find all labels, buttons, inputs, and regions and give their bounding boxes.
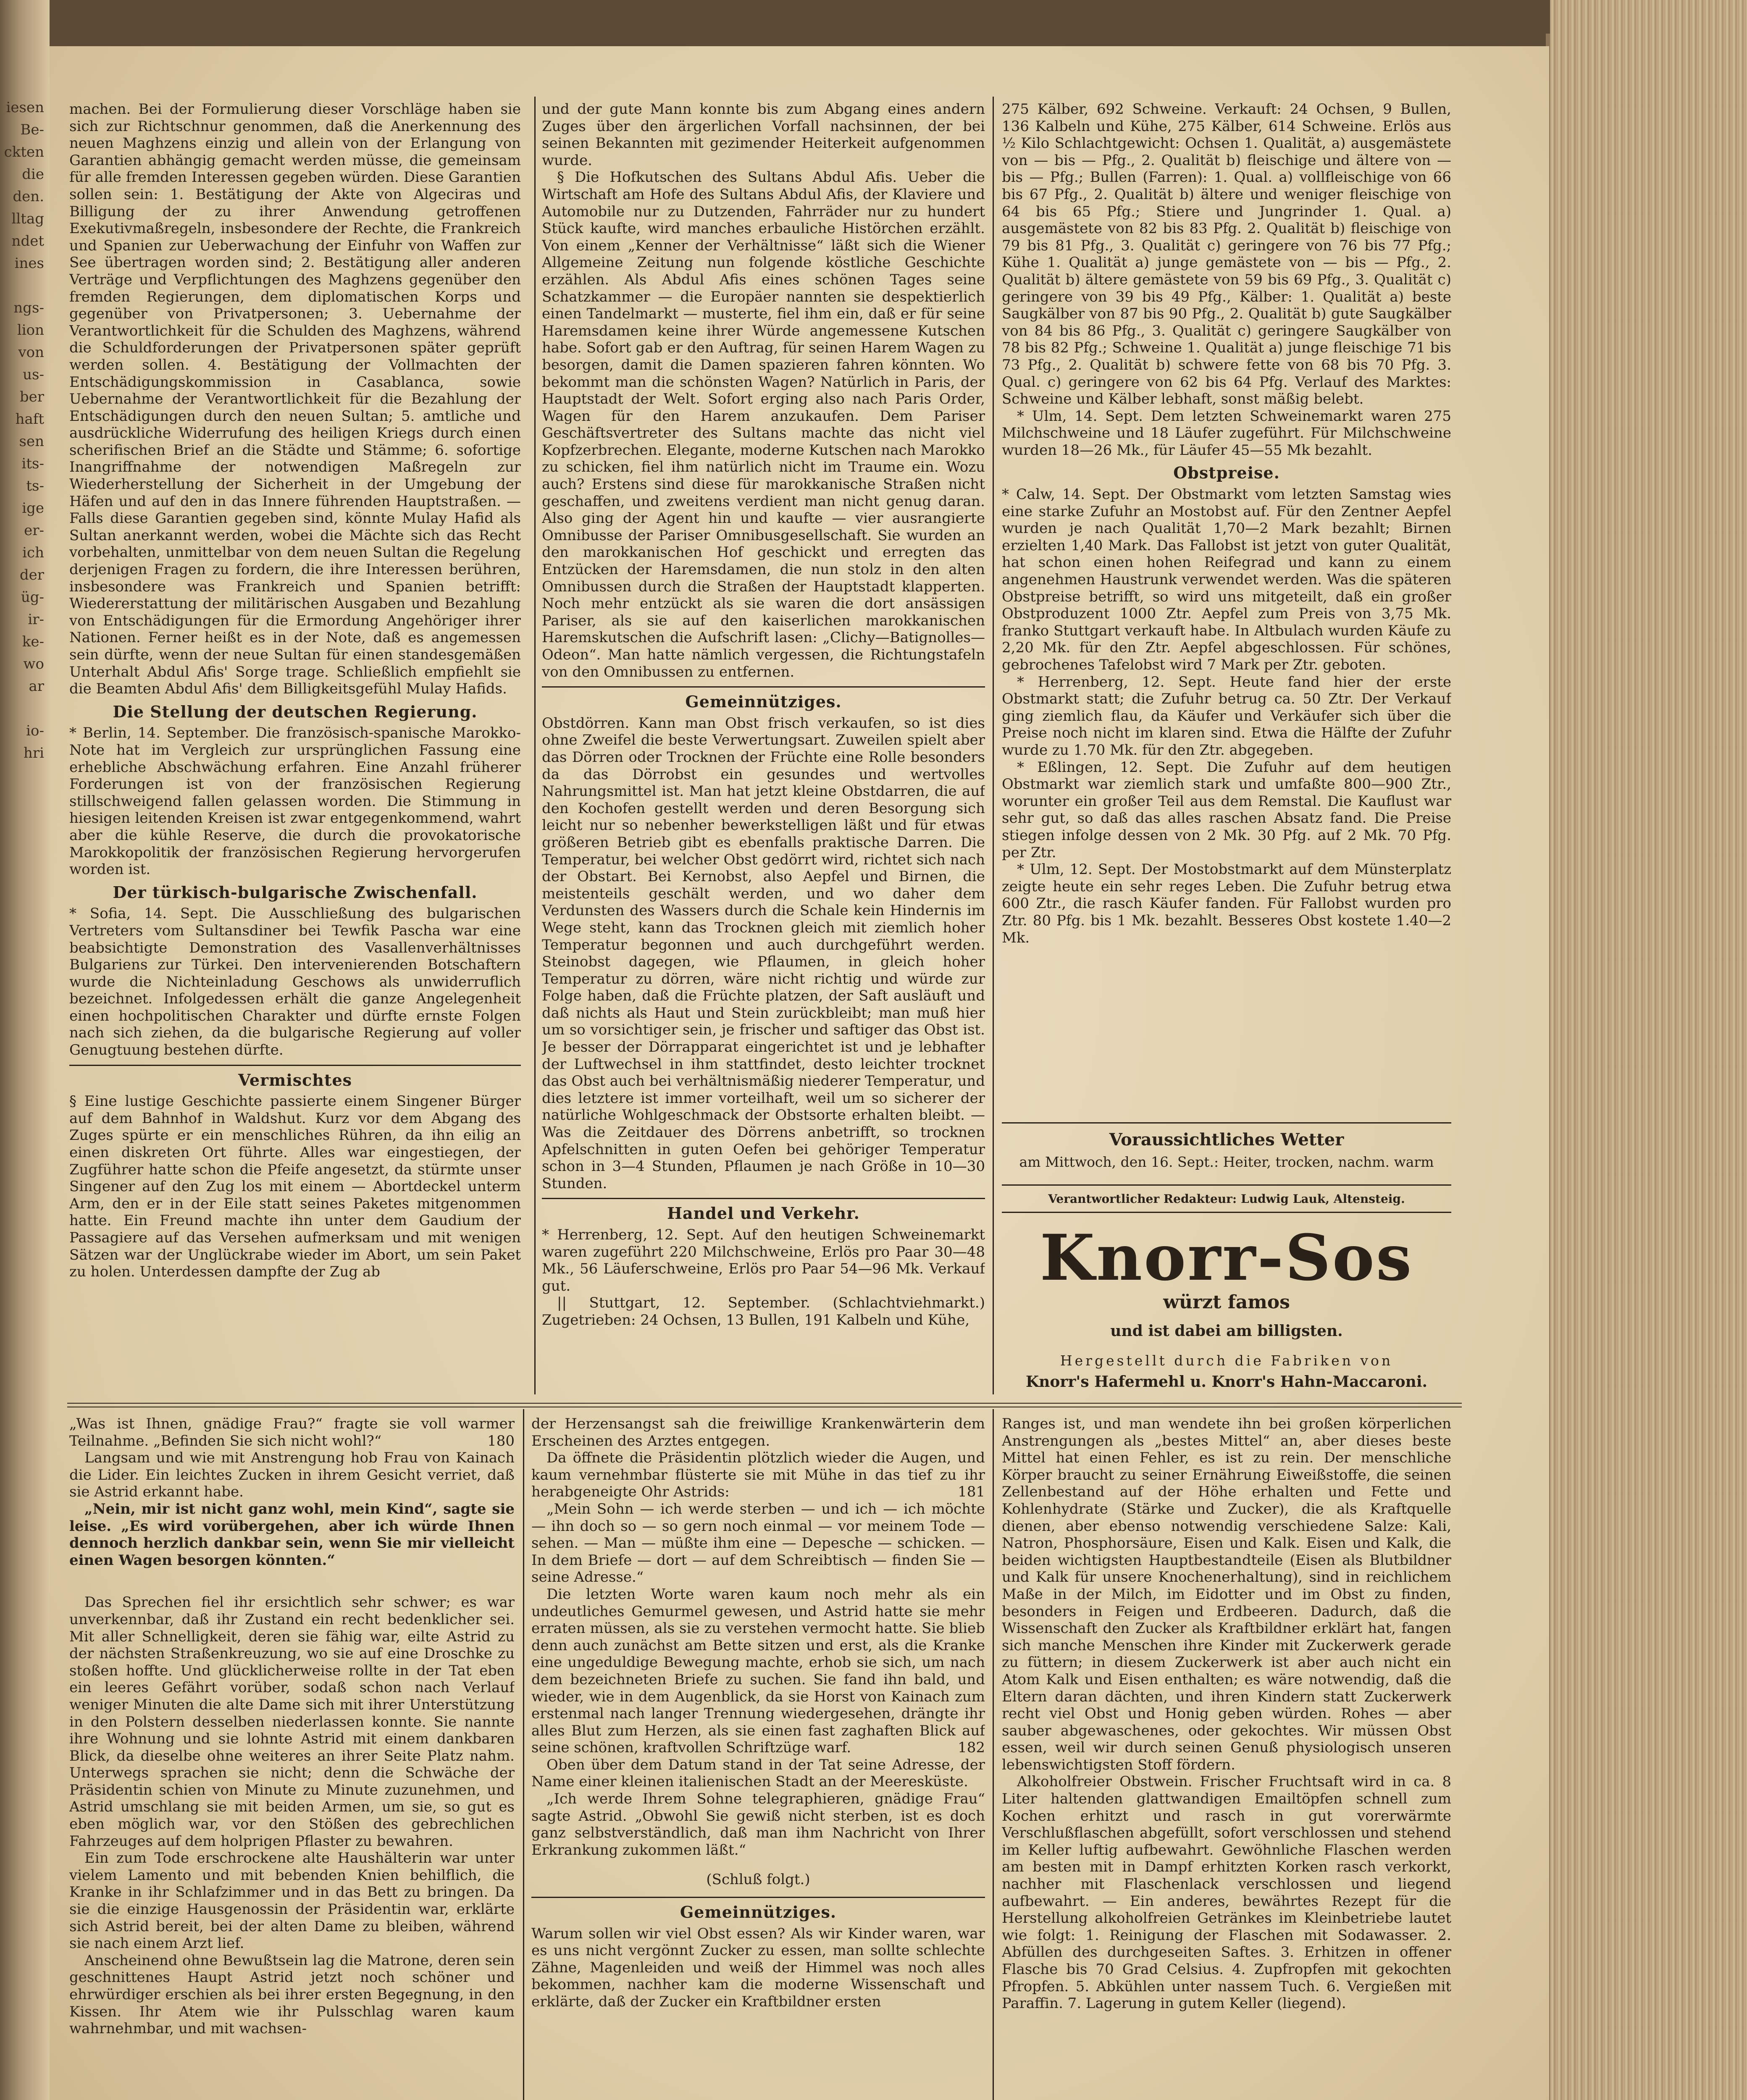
article-text: Ranges ist, und man wendete ihn bei großen körperlichen Anstrengungen als „bestes Mittel“ an, aber dieses beste Mittel hat einen Fehler, es ist zu rein. Der menschliche Körper braucht zu seiner Ernährung Eiweißstoffe, die seinen Zellenbestand auf der Höhe erhalten und Fette und Kohlenhydrate (Stärke und Zucker), die als Kraftquelle dienen, aber ebenso notwendig verschiedene Salze: Kali, Natron, Phosphorsäure, Eisen und Kalk. Eisen und Kalk, die beiden wichtigsten Hauptbestandteile (Eisen als Blutbildner und Kalk für unsere Knochenerhaltung), sind in reichlichem Maße in der Milch, im Eidotter und im Obst zu finden, besonders in Feigen und Erdbeeren. Dadurch, daß die Wissenschaft den Zucker als Kraftbildner erklärt hat, fangen sich manche Menschen ihre Kinder mit Zuckerwerk gerade zu füttern; in diesem Zuckerwerk ist aber auch nicht ein Atom Kalk und Eisen enthalten; es wäre notwendig, daß die Eltern daran dächten, und ihren Kindern statt Zuckerwerk recht viel Obst und Honig geben würden. Rohes — aber sauber abgewaschenes, oder gekochtes. Wir müssen Obst essen, weil wir durch seinen Genuß physiologisch unseren lebenswichtigsten Stoff fördern. — [1002, 1415, 1451, 1773]
article-text: machen. Bei der Formulierung dieser Vorschläge haben sie sich zur Richtschnur genommen, daß die Anerkennung des neuen Maghzens einzig und allein von der Erlangung von Garantien abhängig gemacht werden müsse, die gemeinsam für alle fremden Interessen gegeben würden. Diese Garantien sollen sein: 1. Bestätigung der Akte von Algeciras und Billigung der zu ihrer Anwendung getroffenen Exekutivmaßregeln, insbesondere der Rechte, die Frankreich und Spanien zur Ueberwachung der Einfuhr von Waffen zur See übertragen worden sind; 2. Bestätigung aller anderen Verträge und Verpflichtungen des Maghzens gegenüber den fremden Regierungen, dem diplomatischen Korps und gegenüber von Privatpersonen; 3. Uebernahme der Verantwortlichkeit für die Schulden des Maghzens, während die Schuldforderungen der Privatpersonen später geprüft werden sollen. 4. Bestätigung der Vollmachten der Entschädigungskommission in Casablanca, sowie Uebernahme der Verantwortlichkeit für die Bezahlung der Entschädigungen durch den neuen Sultan; 5. amtliche und ausdrückliche Widerrufung des heiligen Kriegs durch einen scherifischen Brief an die Städte und Stämme; 6. sofortige Inangriffnahme der notwendigen Maßregeln zur Wiederherstellung der Sicherheit in der Umgebung der Häfen und auf den in das Innere führenden Hauptstraßen. — Falls diese Garantien gegeben sind, könnte Mulay Hafid als Sultan anerkannt werden, wobei die Mächte sich das Recht vorbehalten, unmittelbar von dem neuen Sultan die Regelung derjenigen Fragen zu fordern, die ihre Interessen berühren, insbesondere was Frankreich und Spanien betrifft: Wiedererstattung der militärischen Ausgaben und Bezahlung von Entschädigungen für die Ermordung Angehöriger ihrer Nationen. Ferner heißt es in der Note, daß es angemessen sein dürfte, wenn der neue Sultan für einen standesgemäßen Unterhalt Abdul Afis' Sorge trage. Schließlich empfiehlt sie die Beamten Abdul Afis' dem Billigkeitsgefühl Mulay Hafids. — [69, 101, 521, 698]
top-column-2 — [542, 101, 985, 1396]
novel-text: Oben über dem Datum stand in der Tat seine Adresse, der Name einer kleinen italienischen Stadt an der Meeresküste. — [531, 1756, 985, 1790]
article-text: * Herrenberg, 12. Sept. Heute fand hier der erste Obstmarkt statt; die Zufuhr betrug ca. 50 Ztr. Der Verkauf ging ziemlich flau, da Käufer und Verkäufer sich über die Preise noch nicht im klaren sind. Etwa die Hälfte der Zufuhr wurde zu 1.70 Mk. für den Ztr. abgegeben. — [1002, 673, 1451, 759]
divider — [542, 686, 985, 688]
previous-page-fragment: iesen Be- ckten die den. lltag ndet ines ngs- lion von us- ber haft sen its- ts- ige er- ich der üg- ir- ke- wo ar io- hri — [4, 99, 44, 761]
knorr-advertisement — [1008, 1216, 1445, 1426]
headline-gemeinnuetziges: Gemeinnütziges. — [685, 692, 842, 711]
column-rule — [993, 1409, 994, 2100]
bottom-column-3 — [1002, 1415, 1451, 2100]
article-text: * Eßlingen, 12. Sept. Die Zufuhr auf dem heutigen Obstmarkt war ziemlich stark und umfaßte 800—900 Ztr., worunter ein großer Teil aus dem Remstal. Die Kauflust war sehr gut, so daß das alles raschen Absatz fand. Die Preise stiegen infolge dessen von 2 Mk. 30 Pfg. auf 2 Mk. 70 Pfg. per Ztr. — [1002, 759, 1451, 861]
novel-text — [531, 1449, 985, 1501]
novel-text: der Herzensangst sah die freiwillige Krankenwärterin dem Erscheinen des Arztes entgegen. — [531, 1415, 985, 1449]
column-rule — [993, 97, 994, 1394]
article-text: * Calw, 14. Sept. Der Obstmarkt vom letzten Samstag wies eine starke Zufuhr an Mostobst auf. Für den Zentner Aepfel wurden je nach Qualität 1,70—2 Mark bezahlt; Birnen erzielten 1,40 Mark. Das Fallobst ist jetzt von guter Qualität, hat schon einen hohen Reifegrad und kann zu einem angenehmen Haustrunk verwendet werden. Was die späteren Obstpreise betrifft, so wird uns mitgeteilt, daß ein großer Obstproduzent 1000 Ztr. Aepfel zum Preis von 3,75 Mk. franko Stuttgart verkauft habe. In Altbulach wurden Käufe zu 2,20 Mk. für den Ztr. Aepfel abgeschlossen. Für schönes, gebrochenes Tafelobst wird 7 Mark per Ztr. geboten. — [1002, 486, 1451, 673]
line-number: 180 — [487, 1432, 515, 1449]
bottom-column-1 — [69, 1415, 515, 2100]
ad-brand: Knorr-Sos — [1040, 1221, 1413, 1295]
article-text: § Die Hofkutschen des Sultans Abdul Afis. Ueber die Wirtschaft am Hofe des Sultans Abdul Afis, der Klaviere und Automobile nur zu Dutzenden, Fahrräder nur zu hundert Stück kaufte, wird manches erbauliche Histörchen erzählt. Von einem „Kenner der Verhältnisse“ läßt sich die Wiener Allgemeine Zeitung nun folgende köstliche Geschichte erzählen. Als Abdul Afis eines schönen Tages seine Schatzkammer — die Europäer nannten sie despektierlich einen Tandelmarkt — musterte, fiel ihm ein, daß er für seine Haremsdamen keine ihrer Würde angemessene Kutschen habe. Sofort gab er den Auftrag, für seinen Harem Wagen zu besorgen, damit die Damen spazieren fahren könnten. Wo bekommt man die schönsten Wagen? Natürlich in Paris, der Hauptstadt der Welt. Sofort erging also nach Paris Order, Wagen für den Harem anzukaufen. Dem Pariser Geschäftsvertreter des Sultans machte das nicht viel Kopfzerbrechen. Elegante, moderne Kutschen nach Marokko zu schicken, fiel ihm natürlich nicht im Traume ein. Wozu auch? Erstens sind diese für marokkanische Straßen nicht geschaffen, und zweitens verdient man nicht genug daran. Also ging der Agent hin und kaufte — vier ausrangierte Omnibusse der Pariser Omnibusgesellschaft. Sie wurden an den marokkanischen Hof geschickt und erregten das Entzücken der Haremsdamen, die nun stolz in den alten Omnibussen durch die Straßen der Hauptstadt klapperten. Noch mehr entzückt als sie waren die dort ansässigen Pariser, als sie auf den kaiserlichen marokkanischen Haremskutschen die Aufschrift lasen: „Clichy—Batignolles—Odeon“. Man hatte nämlich vergessen, die Richtungstafeln von den Omnibussen zu entfernen. — [542, 169, 985, 680]
article-text: * Herrenberg, 12. Sept. Auf den heutigen Schweinemarkt waren zugeführt 220 Milchschweine, Erlös pro Paar 30—48 Mk., 56 Läuferschweine, Erlös pro Paar 54—96 Mk. Verkauf gut. — [542, 1226, 985, 1294]
column-rule — [534, 97, 536, 1394]
editor-line: Verantwortlicher Redakteur: Ludwig Lauk, Altensteig. — [1048, 1192, 1405, 1206]
article-text: Obstdörren. Kann man Obst frisch verkaufen, so ist dies ohne Zweifel die beste Verwertungsart. Zuweilen spielt aber das Dörren oder Trocknen der Früchte eine Rolle besonders da das Dörrobst ein gesundes und wertvolles Nahrungsmittel ist. Man hat jetzt kleine Obstdarren, die auf den Kochofen gestellt werden und deren Besorgung sich leicht nur so nebenher bewerkstelligen läßt und für etwas größeren Betrieb gibt es ebenfalls praktische Darren. Die Temperatur, bei welcher Obst gedörrt wird, richtet sich nach der Obstart. Bei Kernobst, also Aepfel und Birnen, die meistenteils geschält werden, und wo daher dem Verdunsten des Wassers durch die Schale kein Hindernis im Wege steht, kann das Trocknen gleich mit ziemlich hoher Temperatur begonnen und auch durchgeführt werden. Steinobst dagegen, wie Pflaumen, in gleich hoher Temperatur zu dörren, wäre nicht richtig und würde zur Folge haben, daß die Früchte platzen, der Saft ausläuft und daß nichts als Haut und Stein zurückbleibt; man muß hier um so vorsichtiger sein, je frischer und saftiger das Obst ist. Je besser der Dörrapparat eingerichtet ist und je lebhafter der Luftwechsel in ihm stattfindet, desto leichter trocknet das Obst auch bei verhältnismäßig niederer Temperatur, und dies letztere ist immer vorteilhaft, weil um so sicherer der natürliche Wohlgeschmack der Obstsorte erhalten bleibt. — Was die Zeitdauer des Dörrens anbetrifft, so trocknen Apfelschnitten in guten Oefen bei gehöriger Temperatur schon in 3—4 Stunden, Pflaumen je nach Größe in 10—30 Stunden. — [542, 714, 985, 1192]
headline-stellung: Die Stellung der deutschen Regierung. — [113, 702, 478, 721]
novel-text: „Ich werde Ihrem Sohne telegraphieren, gnädige Frau“ sagte Astrid. „Obwohl Sie gewiß nicht sterben, ist es doch ganz selbstverständlich, daß man ihm Nachricht von Ihrer Erkrankung zukommen läßt.“ — [531, 1790, 985, 1858]
schluss-folgt: (Schluß folgt.) — [706, 1871, 810, 1888]
article-text: und der gute Mann konnte bis zum Abgang eines andern Zuges über den ärgerlichen Vorfall nachsinnen, der bei seinen Bekannten mit gezimender Heiterkeit aufgenommen wurde. — [542, 101, 985, 169]
line-number: 181 — [958, 1483, 985, 1501]
article-text: || Stuttgart, 12. September. (Schlachtviehmarkt.) Zugetrieben: 24 Ochsen, 13 Bullen, 191 Kalbeln und Kühe, — [542, 1294, 985, 1328]
headline-obstpreise: Obstpreise. — [1173, 463, 1280, 483]
novel-text: Ein zum Tode erschrockene alte Haushälterin war unter vielem Lamento und mit bebenden Knien behilflich, die Kranke in ihr Schlafzimmer und in das Bett zu bringen. Da sie die einzige Hausgenossin der Präsidentin war, erklärte sich Astrid bereit, bei der alten Dame zu bleiben, während sie nach einem Arzt lief. — [69, 1850, 515, 1952]
ad-tagline: würzt famos — [1163, 1292, 1290, 1313]
novel-text — [531, 1586, 985, 1756]
novel-text: „Nein, mir ist nicht ganz wohl, mein Kind“, sagte sie leise. „Es wird vorübergehen, aber ich würde Ihnen dennoch herzlich dankbar sein, wenn Sie mir vielleicht einen Wagen besorgen könnten.“ — [69, 1500, 515, 1569]
ad-line: und ist dabei am billigsten. — [1110, 1322, 1343, 1340]
novel-paragraph: Die letzten Worte waren kaum noch mehr als ein undeutliches Gemurmel gewesen, und Astrid hatte sie mehr erraten müssen, als sie zu verstehen vermocht hatte. Sie blieb denn auch zunächst am Bette sitzen und erst, als die Kranke eine ungeduldige Bewegung machte, erhob sie sich, um nach dem bezeichneten Briefe zu suchen. Sie fand ihn bald, und wieder, wie in dem Augenblick, da sie Horst von Kainach zum erstenmal nach langer Trennung wiedergesehen, drängte ihr alles Blut zum Herzen, als sie einen fast zaghaften Blick auf seine schönen, kraftvollen Schriftzüge warf. — [531, 1586, 985, 1756]
divider — [1002, 1122, 1451, 1124]
book-spine — [1550, 0, 1747, 2100]
divider — [1002, 1212, 1451, 1213]
article-text: * Ulm, 14. Sept. Dem letzten Schweinemarkt waren 275 Milchschweine und 18 Läufer zugeführt. Für Milchschweine wurden 18—26 Mk., für Läufer 45—55 Mk bezahlt. — [1002, 407, 1451, 459]
headline-vermischtes: Vermischtes — [238, 1070, 352, 1089]
article-text: 275 Kälber, 692 Schweine. Verkauft: 24 Ochsen, 9 Bullen, 136 Kalbeln und Kühe, 275 Kälber, 614 Schweine. Erlös aus ½ Kilo Schlachtgewicht: Ochsen 1. Qualität, a) ausgemästete von — bis — Pfg., 2. Qualität b) fleischige und ältere von — bis — Pfg.; Bullen (Farren): 1. Qual. a) vollfleischige von 66 bis 67 Pfg., 2. Qualität b) ältere und weniger fleischige von 64 bis 65 Pfg.; Stiere und Jungrinder 1. Qual. a) ausgemästete von 82 bis 83 Pfg. 2. Qualität b) fleischige von 79 bis 81 Pfg., 3. Qualität c) geringere von 76 bis 77 Pfg.; Kühe 1. Qualität a) junge gemästete von — bis — Pfg., 2. Qualität b) ältere gemästete von 59 bis 69 Pfg., 3. Qualität c) geringere von 39 bis 49 Pfg., Kälber: 1. Qualität a) beste Saugkälber von 87 bis 90 Pfg., 2. Qualität b) gute Saugkälber von 84 bis 86 Pfg., 3. Qualität c) geringere Saugkälber von 78 bis 82 Pfg.; Schweine 1. Qualität a) junge fleischige 71 bis 73 Pfg., 2. Qualität b) schwere fette von 68 bis 70 Pfg. 3. Qual. c) geringere von 62 bis 64 Pfg. Verlauf des Marktes: Schweine und Kälber lebhaft, sonst mäßig belebt. — [1002, 101, 1451, 408]
divider — [69, 1065, 521, 1066]
novel-text: „Mein Sohn — ich werde sterben — und ich — ich möchte — ihn doch so — so gern noch einmal — vor meinem Tode — sehen. — Man — müßte ihm eine — Depesche — schicken. — In dem Briefe — dort — auf dem Schreibtisch — finden Sie — seine Adresse.“ — [531, 1500, 985, 1586]
column-rule — [523, 1409, 524, 2100]
article-text: * Ulm, 12. Sept. Der Mostobstmarkt auf dem Münsterplatz zeigte heute ein sehr reges Leben. Die Zufuhr betrug etwa 600 Ztr., die rasch Käufer fanden. Für Fallobst wurden pro Ztr. 80 Pfg. bis 1 Mk. bezahlt. Besseres Obst kostete 1.40—2 Mk. — [1002, 861, 1451, 946]
novel-text — [69, 1415, 515, 1449]
divider — [542, 1198, 985, 1199]
headline-handel: Handel und Verkehr. — [667, 1204, 860, 1223]
novel-text: Das Sprechen fiel ihr ersichtlich sehr schwer; es war unverkennbar, daß ihr Zustand ein recht bedenklicher sei. Mit aller Schnelligkeit, deren sie fähig war, eilte Astrid zu der nächsten Straßenkreuzung, wo sie auf eine Droschke zu stoßen hoffte. Und glücklicherweise rollte in der Tat eben ein leeres Gefährt vorüber, sodaß schon nach Verlauf weniger Minuten die alte Dame sich mit ihrer Unterstützung in den Polstern desselben niederlassen konnte. Sie nannte ihre Wohnung und sie lohnte Astrid mit einem dankbaren Blick, da dieselbe ohne weiteres an ihrer Seite Platz nahm. Unterwegs sprachen sie nicht; denn die Schwäche der Präsidentin schien von Minute zu Minute zuzunehmen, und Astrid umschlang sie mit beiden Armen, um sie, so gut es eben möglich war, vor den Stößen des gebrechlichen Fahrzeuges auf dem holprigen Pflaster zu bewahren. — [69, 1594, 515, 1850]
divider — [531, 1897, 985, 1898]
bottom-column-2 — [531, 1415, 985, 2100]
article-text: § Eine lustige Geschichte passierte einem Singener Bürger auf dem Bahnhof in Waldshut. Kurz vor dem Abgang des Zuges spürte er ein menschliches Rühren, da ihn eilig an einen diskreten Ort führte. Alles war eingestiegen, der Zugführer hatte schon die Pfeife angesetzt, da stürmte unser Singener auf den Zug los mit einem — Abortdeckel unterm Arm, den er in der Eile statt seines Paketes mitgenommen hatte. Ein Freund machte ihn unter dem Gaudium der Passagiere auf das Versehen aufmerksam und mit wenigen Sätzen war der Unglückrabe wieder im Abort, um sein Paket zu holen. Unterdessen dampfte der Zug ab — [69, 1093, 521, 1281]
novel-paragraph: „Was ist Ihnen, gnädige Frau?“ fragte sie voll warmer Teilnahme. „Befinden Sie sich nicht wohl?“ — [69, 1415, 515, 1449]
article-text: * Sofia, 14. Sept. Die Ausschließung des bulgarischen Vertreters vom Sultansdiner bei Tewfik Pascha war eine beabsichtigte Demonstration des Vasallenverhältnisses Bulgariens zur Türkei. Den intervenierenden Botschaftern wurde die Nichteinladung Geschows als unwiderruflich bezeichnet. Infolgedessen erhält die ganze Angelegenheit einen hochpolitischen Charakter und dürfte ernste Folgen nach sich ziehen, da die bulgarische Regierung auf voller Genugtuung bestehen dürfte. — [69, 905, 521, 1059]
line-number: 182 — [958, 1739, 985, 1756]
article-text: * Berlin, 14. September. Die französisch-spanische Marokko-Note hat im Vergleich zur ursprünglichen Fassung eine erhebliche Abschwächung erfahren. Eine Anzahl früherer Forderungen ist von der französischen Regierung stillschweigend fallen gelassen worden. Die Stimmung in hiesigen leitenden Kreisen ist zwar entgegenkommend, wahrt aber die kühle Reserve, die durch die provokatorische Marokkopolitik der französischen Regierung hervorgerufen worden ist. — [69, 724, 521, 878]
ad-line: Hergestellt durch die Fabriken von — [1060, 1352, 1393, 1369]
novel-paragraph: Da öffnete die Präsidentin plötzlich wieder die Augen, und kaum vernehmbar flüsterte sie mit Mühe in das tief zu ihr herabgeneigte Ohr Astrids: — [531, 1449, 985, 1501]
weather-title: Voraussichtliches Wetter — [1109, 1130, 1344, 1150]
divider — [1002, 1184, 1451, 1186]
novel-text: Langsam und wie mit Anstrengung hob Frau von Kainach die Lider. Ein leichtes Zucken in ihrem Gesicht verriet, daß sie Astrid erkannt habe. — [69, 1449, 515, 1501]
weather-forecast: am Mittwoch, den 16. Sept.: Heiter, trocken, nachm. warm — [1019, 1154, 1434, 1170]
article-text: Alkoholfreier Obstwein. Frischer Fruchtsaft wird in ca. 8 Liter haltenden glattwandigen Emailtöpfen schnell zum Kochen erhitzt und rasch in gut vorerwärmte Verschlußflaschen abgefüllt, sofort verschlossen und stehend im Keller luftig aufbewahrt. Gewöhnliche Flaschen werden am besten mit in Dampf erhitzten Korken rasch verkorkt, nachher mit Flaschenlack verschlossen und liegend aufbewahrt. — Ein anderes, bewährtes Rezept für die Herstellung alkoholfreien Getränkes im Kleinbetriebe lautet wie folgt: 1. Reinigung der Flaschen mit Sodawasser. 2. Abfüllen des durchgeseiten Saftes. 3. Erhitzen in offener Flasche bis 70 Grad Celsius. 4. Zupfropfen mit gekochten Pfropfen. 5. Abkühlen unter nassem Tuch. 6. Vergießen mit Paraffin. 7. Lagerung in gutem Keller (liegend). — [1002, 1773, 1451, 2012]
top-column-1 — [69, 101, 521, 1396]
headline-gemeinnuetziges-2: Gemeinnütziges. — [680, 1903, 837, 1922]
ad-line: Knorr's Hafermehl u. Knorr's Hahn-Maccaroni. — [1025, 1373, 1428, 1391]
top-column-3 — [1002, 101, 1451, 1142]
weather-box — [1002, 1130, 1451, 1180]
headline-tuerkisch: Der türkisch-bulgarische Zwischenfall. — [113, 882, 478, 902]
article-text: Warum sollen wir viel Obst essen? Als wir Kinder waren, war es uns nicht vergönnt Zucker zu essen, man sollte schlechte Zähne, Magenleiden und weiß der Himmel was noch alles bekommen, nachher kam die moderne Wissenschaft und erklärte, daß der Zucker ein Kraftbildner ersten — [531, 1925, 985, 2010]
novel-text: Anscheinend ohne Bewußtsein lag die Matrone, deren sein geschnittenes Haupt Astrid jetzt noch schöner und ehrwürdiger erschien als bei ihrer ersten Begegnung, in den Kissen. Ihr Atem wie ihr Pulsschlag waren kaum wahrnehmbar, und mit wachsen- — [69, 1952, 515, 2037]
